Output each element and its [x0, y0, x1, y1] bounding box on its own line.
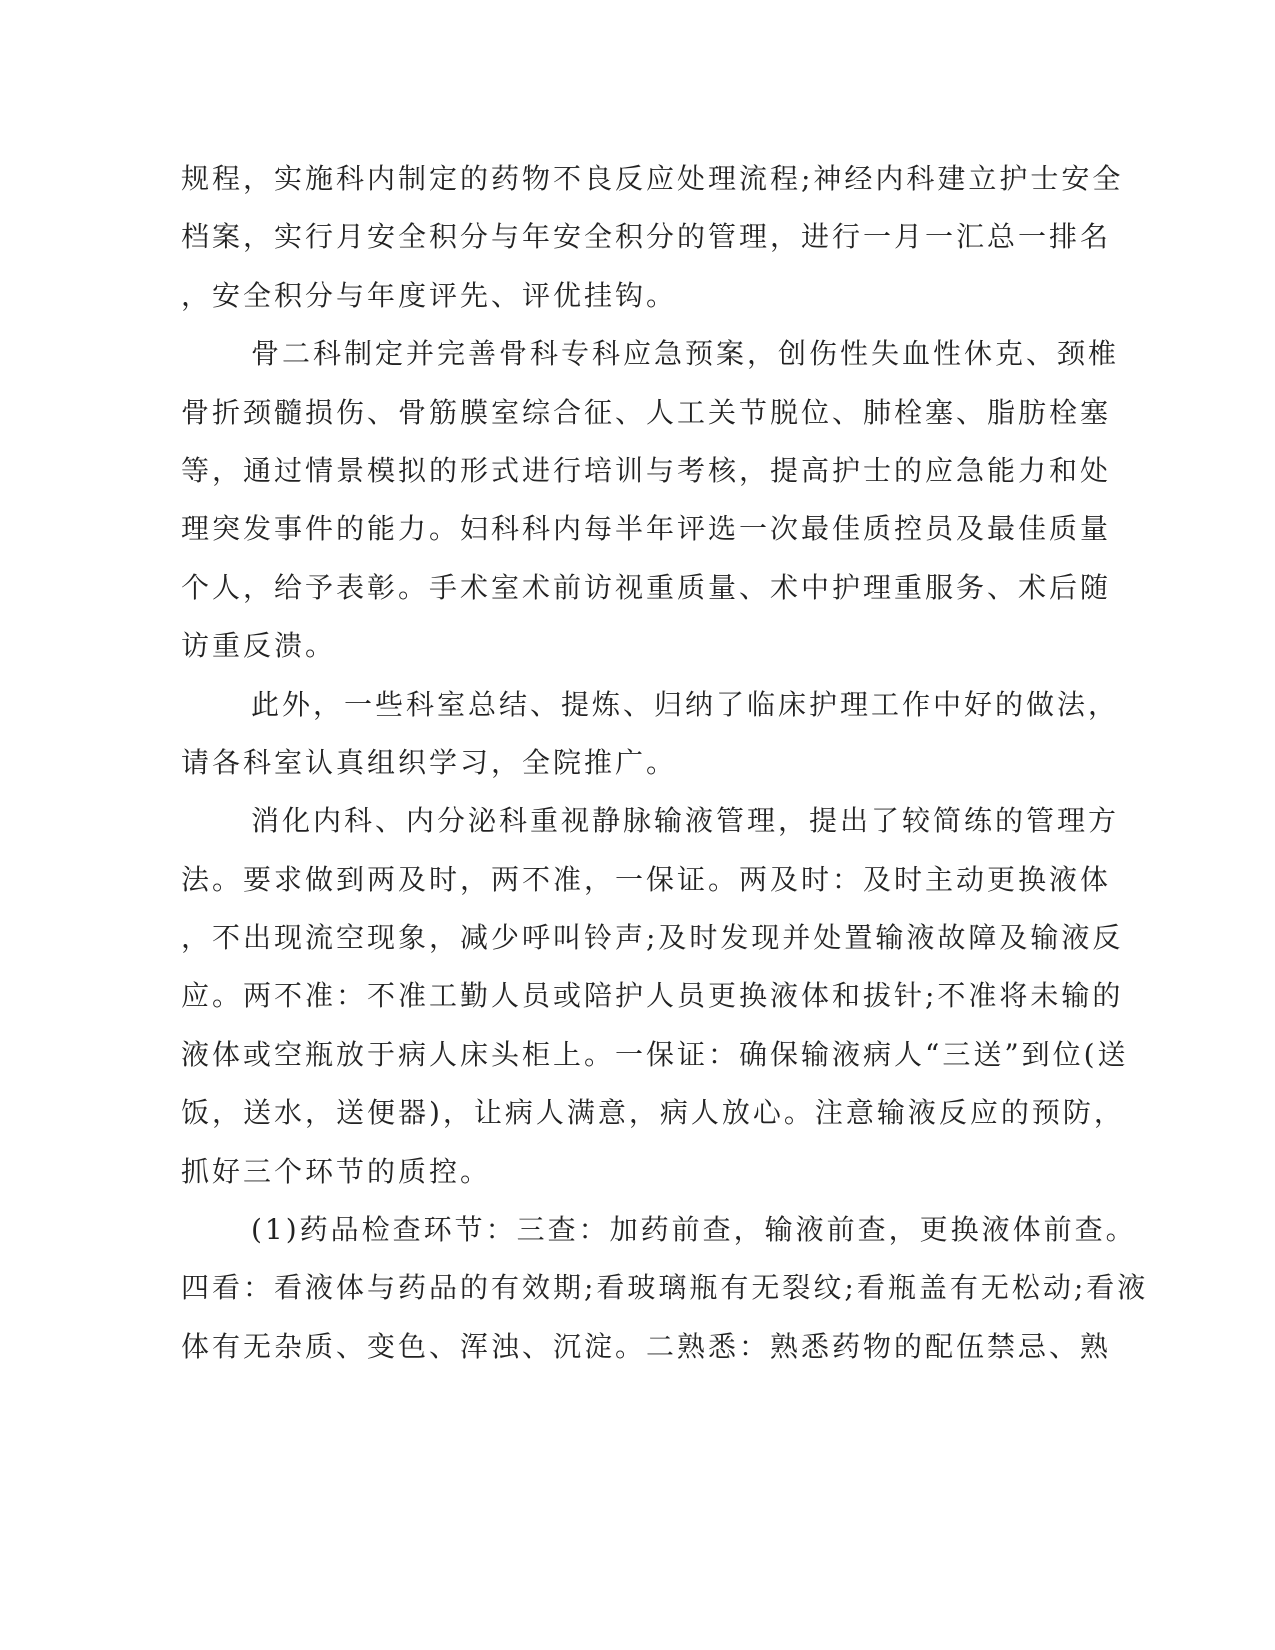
text-line: 消化内科、内分泌科重视静脉输液管理，提出了较简练的管理方 — [251, 804, 1120, 838]
text-line: 体有无杂质、变色、浑浊、沉淀。二熟悉：熟悉药物的配伍禁忌、熟 — [181, 1329, 1112, 1363]
text-line: 骨折颈髓损伤、骨筋膜室综合征、人工关节脱位、肺栓塞、脂肪栓塞 — [181, 395, 1112, 429]
text-line: 抓好三个环节的质控。 — [181, 1154, 492, 1188]
text-line: ，不出现流空现象，减少呼叫铃声;及时发现并处置输液故障及输液反 — [181, 921, 1124, 955]
text-line: 访重反溃。 — [181, 629, 337, 663]
text-line: 此外，一些科室总结、提炼、归纳了临床护理工作中好的做法， — [251, 687, 1120, 721]
paragraph — [181, 676, 1120, 793]
text-line: (1)药品检查环节：三查：加药前查，输液前查，更换液体前查。 — [251, 1213, 1137, 1247]
text-line: 四看：看液体与药品的有效期;看玻璃瓶有无裂纹;看瓶盖有无松动;看液 — [181, 1271, 1149, 1305]
paragraph — [181, 792, 1129, 1201]
paragraph — [181, 325, 1120, 675]
text-line: 档案，实行月安全积分与年安全积分的管理，进行一月一汇总一排名 — [181, 220, 1112, 254]
text-line: 规程，实施科内制定的药物不良反应处理流程;神经内科建立护士安全 — [181, 162, 1124, 195]
text-line: 液体或空瓶放于病人床头柜上。一保证：确保输液病人“三送”到位(送 — [181, 1037, 1129, 1071]
text-line: 等，通过情景模拟的形式进行培训与考核，提高护士的应急能力和处 — [181, 453, 1112, 487]
document-body — [181, 150, 1149, 1376]
text-line: 个人，给予表彰。手术室术前访视重质量、术中护理重服务、术后随 — [181, 570, 1112, 604]
text-line: 饭，送水，送便器)，让病人满意，病人放心。注意输液反应的预防， — [181, 1096, 1125, 1130]
paragraph — [181, 1201, 1149, 1376]
text-line: 理突发事件的能力。妇科科内每半年评选一次最佳质控员及最佳质量 — [181, 512, 1112, 546]
text-line: 骨二科制定并完善骨科专科应急预案，创伤性失血性休克、颈椎 — [251, 337, 1120, 371]
text-line: 法。要求做到两及时，两不准，一保证。两及时：及时主动更换液体 — [181, 862, 1112, 896]
text-line: 应。两不准：不准工勤人员或陪护人员更换液体和拔针;不准将未输的 — [181, 979, 1124, 1013]
text-line: 请各科室认真组织学习，全院推广。 — [181, 745, 678, 779]
text-line: ，安全积分与年度评先、评优挂钩。 — [181, 278, 678, 312]
paragraph — [181, 150, 1124, 325]
